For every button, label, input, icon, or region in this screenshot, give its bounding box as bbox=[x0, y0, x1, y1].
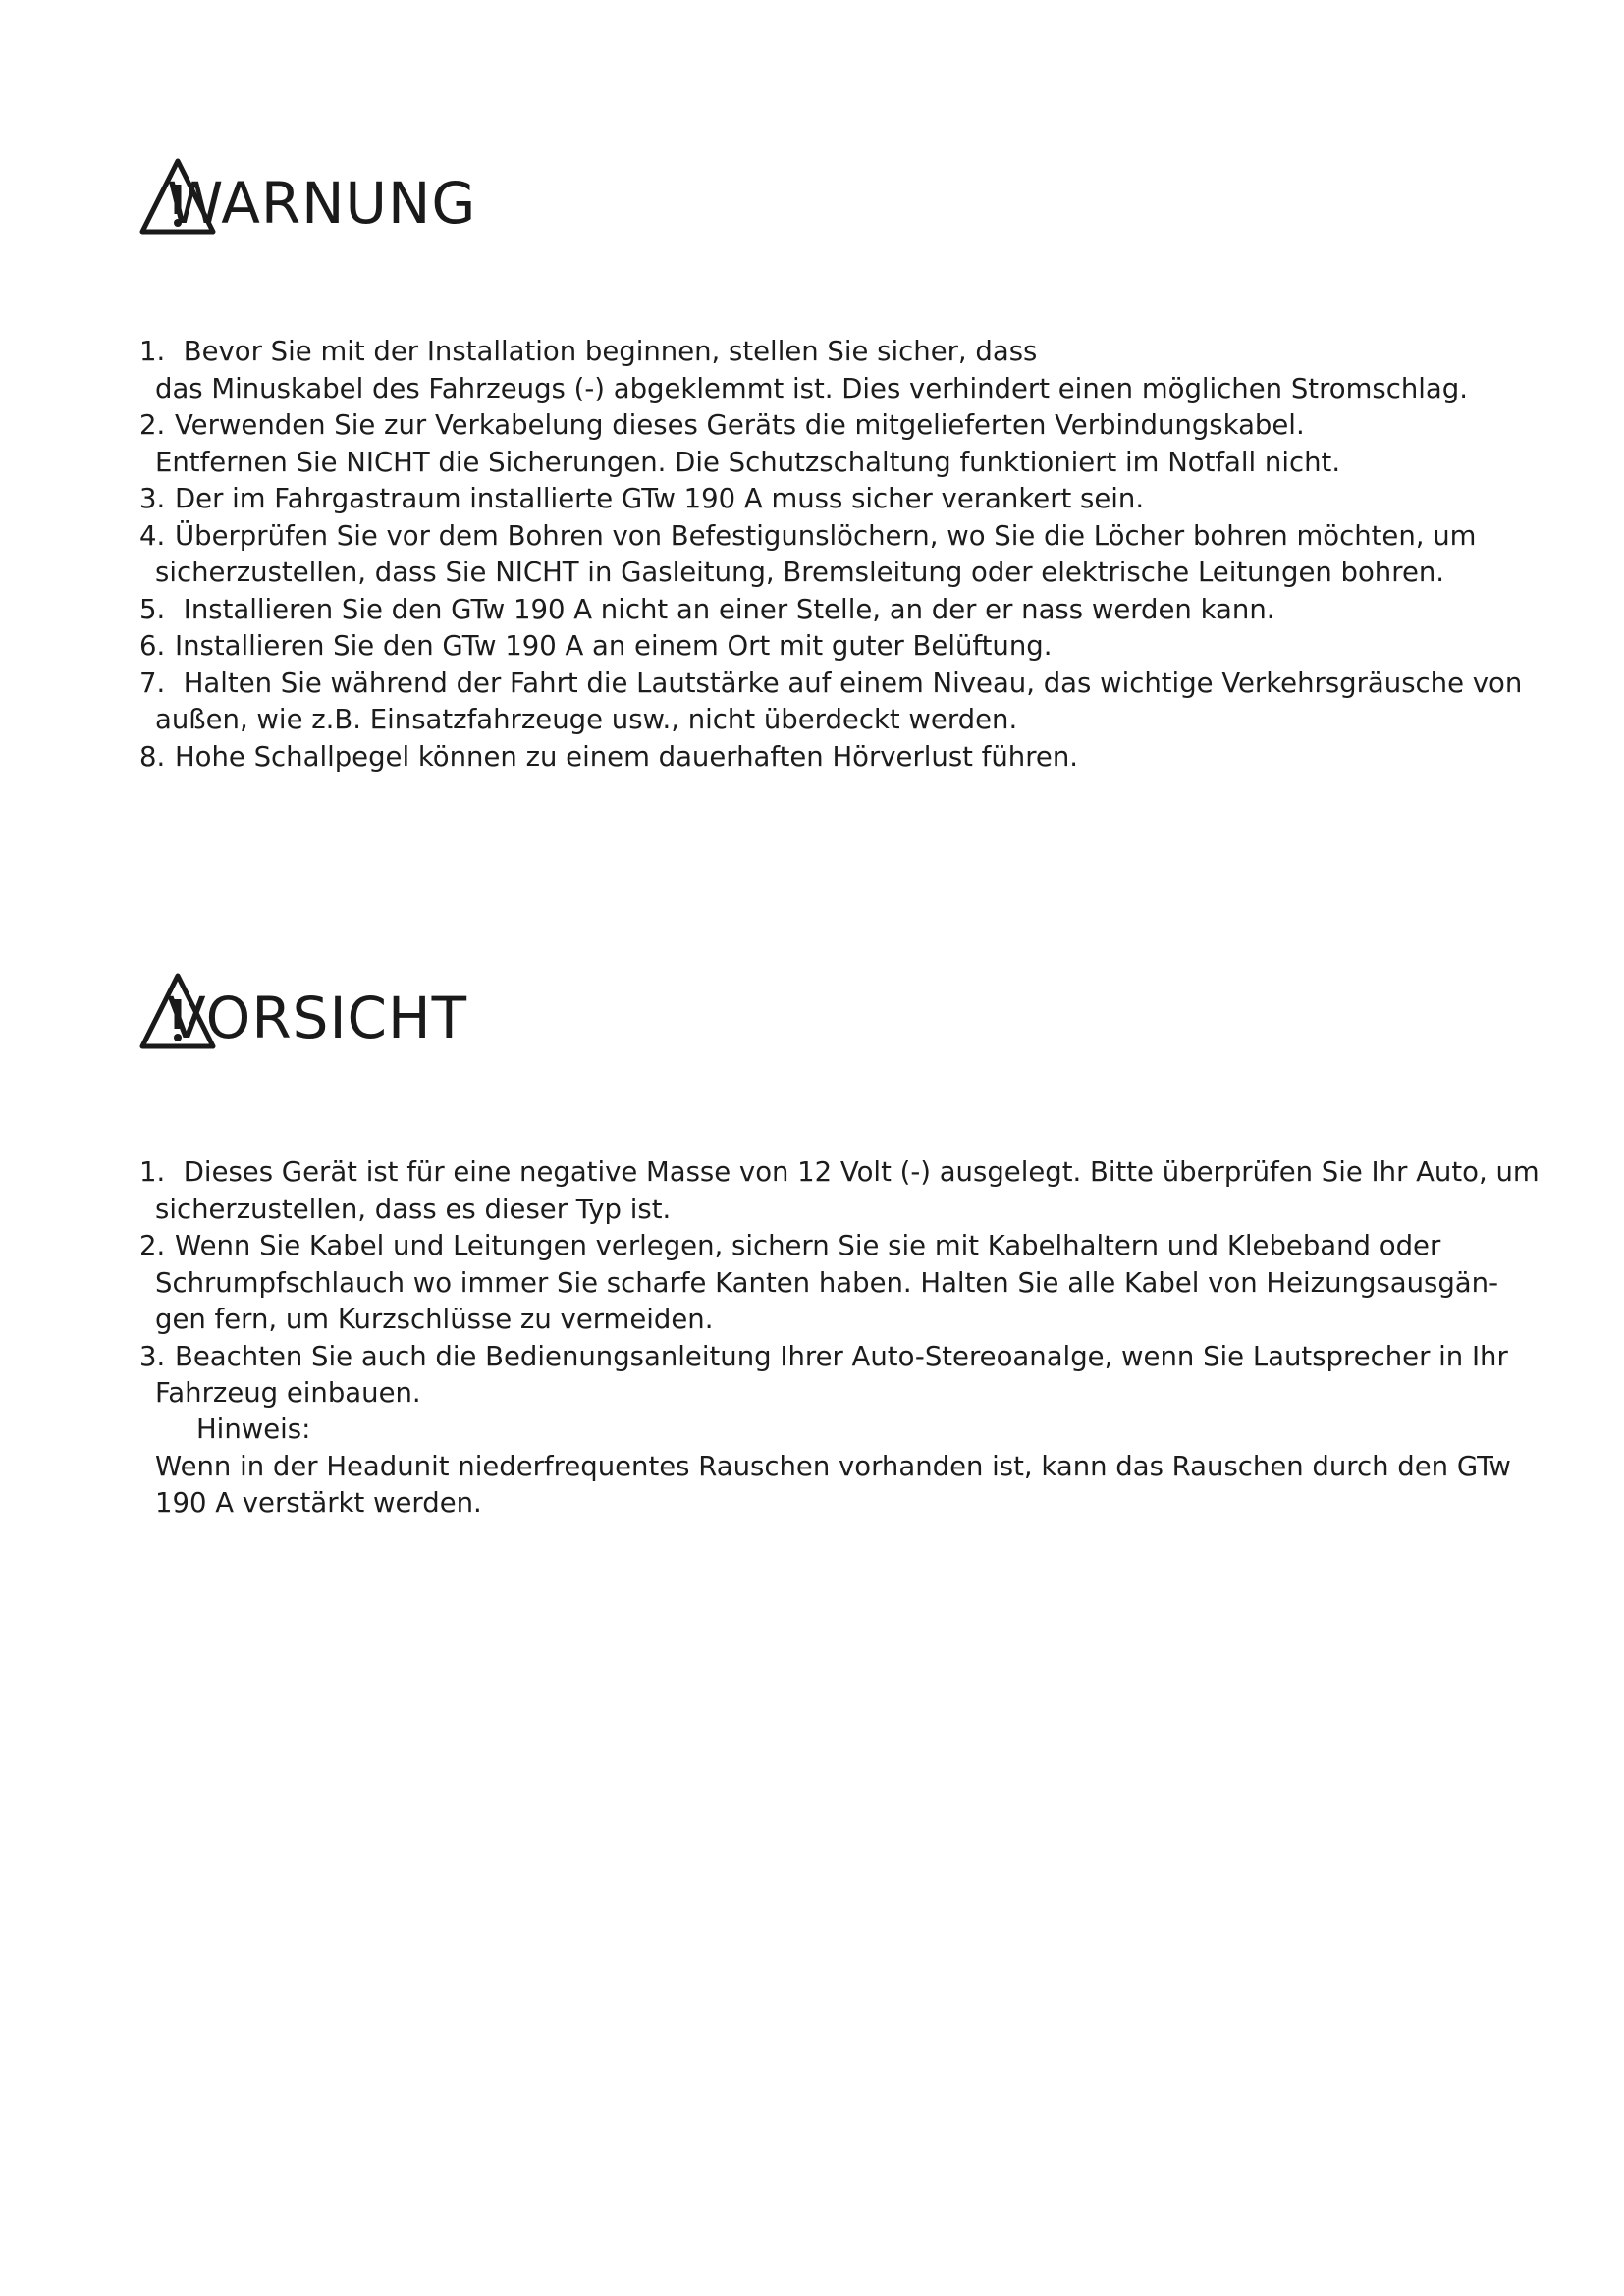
item-text: das Minuskabel des Fahrzeugs (-) abgeklemmt ist. Dies verhindert einen möglichen Stromschlag. bbox=[155, 372, 1468, 404]
item-number: 6. bbox=[139, 630, 166, 662]
caution-title-rest: ORSICHT bbox=[205, 985, 468, 1051]
item-number: 2. bbox=[139, 409, 166, 441]
note-text: 190 A verstärkt werden. bbox=[155, 1487, 482, 1519]
note-label: Hinweis: bbox=[196, 1414, 311, 1445]
item-text: Entfernen Sie NICHT die Sicherungen. Die Schutzschaltung funktioniert im Notfall nicht. bbox=[155, 446, 1341, 478]
warning-title-initial: W bbox=[167, 170, 222, 237]
note bbox=[139, 1412, 1511, 1522]
item-text: Beachten Sie auch die Bedienungsanleitung Ihrer Auto-Stereoanalge, wenn Sie Lautsprecher in Ihr bbox=[175, 1340, 1508, 1372]
list-item bbox=[139, 334, 1475, 407]
item-text: Bevor Sie mit der Installation beginnen, stellen Sie sicher, dass bbox=[183, 336, 1038, 367]
list-item bbox=[139, 1154, 1540, 1228]
list-item bbox=[139, 1339, 1508, 1413]
item-text: Verwenden Sie zur Verkabelung dieses Geräts die mitgelieferten Verbindungskabel. bbox=[175, 409, 1305, 441]
list-item bbox=[139, 518, 1475, 592]
item-text: Der im Fahrgastraum installierte GTw 190 A muss sicher verankert sein. bbox=[175, 483, 1145, 514]
item-text: Installieren Sie den GTw 190 A an einem Ort mit guter Belüftung. bbox=[175, 630, 1053, 662]
warning-heading bbox=[139, 128, 476, 236]
item-number: 3. bbox=[139, 1340, 166, 1372]
item-text: Halten Sie während der Fahrt die Lautstärke auf einem Niveau, das wichtige Verkehrsgräusche von bbox=[183, 667, 1523, 699]
caution-list bbox=[139, 1154, 1540, 1413]
warning-title-rest: ARNUNG bbox=[221, 170, 477, 237]
item-number: 5. bbox=[139, 593, 166, 625]
caution-title-initial: V bbox=[167, 985, 206, 1051]
warning-title bbox=[139, 170, 477, 237]
list-item bbox=[139, 592, 1475, 629]
item-number: 7. bbox=[139, 667, 166, 699]
item-text: Schrumpfschlauch wo immer Sie scharfe Kanten haben. Halten Sie alle Kabel von Heizungsausgän- bbox=[155, 1266, 1499, 1299]
caution-heading bbox=[139, 942, 467, 1050]
item-text: Installieren Sie den GTw 190 A nicht an einer Stelle, an der er nass werden kann. bbox=[183, 593, 1275, 625]
list-item bbox=[139, 666, 1523, 739]
item-text: gen fern, um Kurzschlüsse zu vermeiden. bbox=[155, 1304, 714, 1335]
item-text: außen, wie z.B. Einsatzfahrzeuge usw., nicht überdeckt werden. bbox=[155, 704, 1018, 735]
list-item bbox=[139, 1228, 1499, 1339]
item-number: 8. bbox=[139, 740, 166, 773]
item-number: 3. bbox=[139, 483, 166, 514]
item-text: Fahrzeug einbauen. bbox=[155, 1377, 421, 1409]
list-item bbox=[139, 628, 1475, 666]
item-number: 1. bbox=[139, 1156, 166, 1188]
list-item bbox=[139, 481, 1475, 518]
note-text: Wenn in der Headunit niederfrequentes Rauschen vorhanden ist, kann das Rauschen durch den GTw bbox=[155, 1450, 1511, 1482]
item-text: Wenn Sie Kabel und Leitungen verlegen, sichern Sie sie mit Kabelhaltern und Klebeband oder bbox=[175, 1230, 1441, 1261]
item-text: Überprüfen Sie vor dem Bohren von Befestigunslöchern, wo Sie die Löcher bohren möchten, um bbox=[175, 519, 1477, 552]
item-number: 4. bbox=[139, 519, 166, 552]
item-text: sicherzustellen, dass es dieser Typ ist. bbox=[155, 1193, 672, 1225]
list-item bbox=[139, 739, 1475, 776]
item-number: 1. bbox=[139, 336, 166, 367]
item-text: Hohe Schallpegel können zu einem dauerhaften Hörverlust führen. bbox=[175, 740, 1079, 773]
item-number: 2. bbox=[139, 1230, 166, 1261]
warning-list bbox=[139, 334, 1523, 775]
item-text: Dieses Gerät ist für eine negative Masse von 12 Volt (-) ausgelegt. Bitte überprüfen Sie Ihr Auto, um bbox=[183, 1156, 1540, 1188]
list-item bbox=[139, 407, 1475, 481]
item-text: sicherzustellen, dass Sie NICHT in Gasleitung, Bremsleitung oder elektrische Leitungen bohren. bbox=[155, 557, 1445, 588]
caution-title bbox=[139, 985, 468, 1051]
